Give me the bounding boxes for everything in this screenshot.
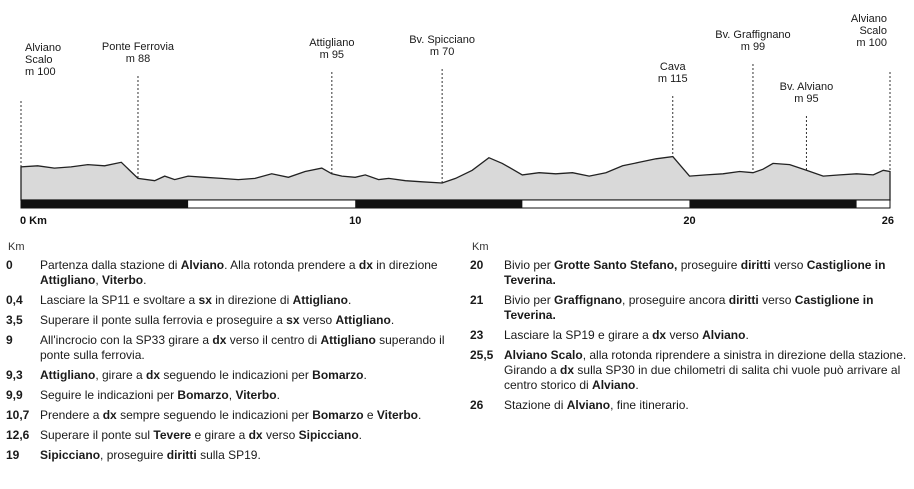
step-km: 26 (470, 398, 484, 412)
step-text: Attigliano, girare a dx seguendo le indicazioni per Bomarzo. (40, 368, 367, 382)
step-km: 0 (6, 258, 13, 272)
waypoint-label: m 95 (319, 49, 345, 61)
step-km: 12,6 (6, 428, 30, 442)
itinerary-right-column (470, 240, 910, 418)
itinerary-step (470, 398, 910, 413)
step-km: 21 (470, 293, 484, 307)
waypoint-label: Cava (659, 61, 686, 73)
km-tick-label: 20 (683, 215, 696, 227)
itinerary-step (6, 258, 446, 288)
itinerary-step (470, 348, 910, 393)
waypoint-label: Attigliano (309, 37, 355, 49)
scale-bar-segment (689, 200, 856, 208)
step-text: Prendere a dx sempre seguendo le indicazioni per Bomarzo e Viterbo. (40, 408, 422, 422)
waypoint-label: m 100 (856, 37, 887, 49)
waypoint-label: m 70 (429, 46, 455, 58)
step-text: Sipicciano, proseguire diritti sulla SP19. (40, 448, 261, 462)
step-text: Partenza dalla stazione di Alviano. Alla rotonda prendere a dx in direzione Attigliano, Viterbo. (40, 258, 438, 287)
itinerary-step (6, 388, 446, 403)
step-text: Alviano Scalo, alla rotonda riprendere a sinistra in direzione della stazione. Girando a dx sulla SP30 in due chilometri di salita chi vuole può arrivare al centro storico di Alviano. (504, 348, 907, 392)
step-km: 23 (470, 328, 484, 342)
itinerary-step (6, 313, 446, 328)
itinerary-step (6, 368, 446, 383)
km-tick-label: 26 (881, 215, 894, 227)
waypoint-label: Scalo (859, 25, 887, 37)
km-header: Km (472, 241, 489, 253)
elevation-area (21, 157, 890, 200)
km-tick-label: 0 Km (20, 215, 47, 227)
step-text: Superare il ponte sulla ferrovia e proseguire a sx verso Attigliano. (40, 313, 395, 327)
km-scale-bar (21, 200, 890, 208)
waypoint-label: m 99 (740, 41, 766, 53)
itinerary-step (6, 333, 446, 363)
waypoint-label: Bv. Alviano (779, 81, 834, 93)
step-km: 9,9 (6, 388, 23, 402)
step-km: 20 (470, 258, 484, 272)
step-text: Stazione di Alviano, fine itinerario. (504, 398, 689, 412)
waypoint-label: m 100 (25, 66, 56, 78)
itinerary-step (470, 293, 910, 323)
step-text: Lasciare la SP11 e svoltare a sx in direzione di Attigliano. (40, 293, 352, 307)
step-text: Superare il ponte sul Tevere e girare a dx verso Sipicciano. (40, 428, 362, 442)
itinerary-left-column (6, 240, 446, 468)
waypoint-label: Bv. Spicciano (409, 34, 476, 46)
step-km: 9 (6, 333, 13, 347)
km-header: Km (8, 241, 25, 253)
step-text: Bivio per Graffignano, proseguire ancora diritti verso Castiglione in Teverina. (504, 293, 874, 322)
step-km: 0,4 (6, 293, 23, 307)
step-km: 10,7 (6, 408, 30, 422)
step-km: 19 (6, 448, 20, 462)
waypoint-labels (25, 13, 887, 105)
step-text: Seguire le indicazioni per Bomarzo, Viterbo. (40, 388, 280, 402)
waypoint-label: Ponte Ferrovia (101, 41, 175, 53)
step-km: 9,3 (6, 368, 23, 382)
km-tick-label: 10 (349, 215, 362, 227)
step-text: Lasciare la SP19 e girare a dx verso Alviano. (504, 328, 749, 342)
itinerary-step (6, 428, 446, 443)
itinerary-step (470, 258, 910, 288)
waypoint-label: m 115 (657, 73, 688, 85)
itinerary-step (6, 448, 446, 463)
waypoint-label: m 88 (125, 53, 151, 65)
itinerary-step (6, 408, 446, 423)
waypoint-label: Alviano (25, 42, 62, 54)
itinerary-step (6, 293, 446, 308)
itinerary-step (470, 328, 910, 343)
scale-bar-segment (355, 200, 522, 208)
elevation-profile (0, 0, 914, 235)
scale-bar-segment (21, 200, 188, 208)
step-km: 3,5 (6, 313, 23, 327)
waypoint-label: Scalo (25, 54, 53, 66)
step-text: All'incrocio con la SP33 girare a dx verso il centro di Attigliano superando il ponte sulla ferrovia. (40, 333, 445, 362)
step-text: Bivio per Grotte Santo Stefano, proseguire diritti verso Castiglione in Teverina. (504, 258, 886, 287)
waypoint-label: Alviano (850, 13, 887, 25)
waypoint-label: Bv. Graffignano (715, 29, 791, 41)
step-km: 25,5 (470, 348, 494, 362)
km-tick-labels (20, 215, 894, 227)
waypoint-label: m 95 (794, 93, 819, 105)
